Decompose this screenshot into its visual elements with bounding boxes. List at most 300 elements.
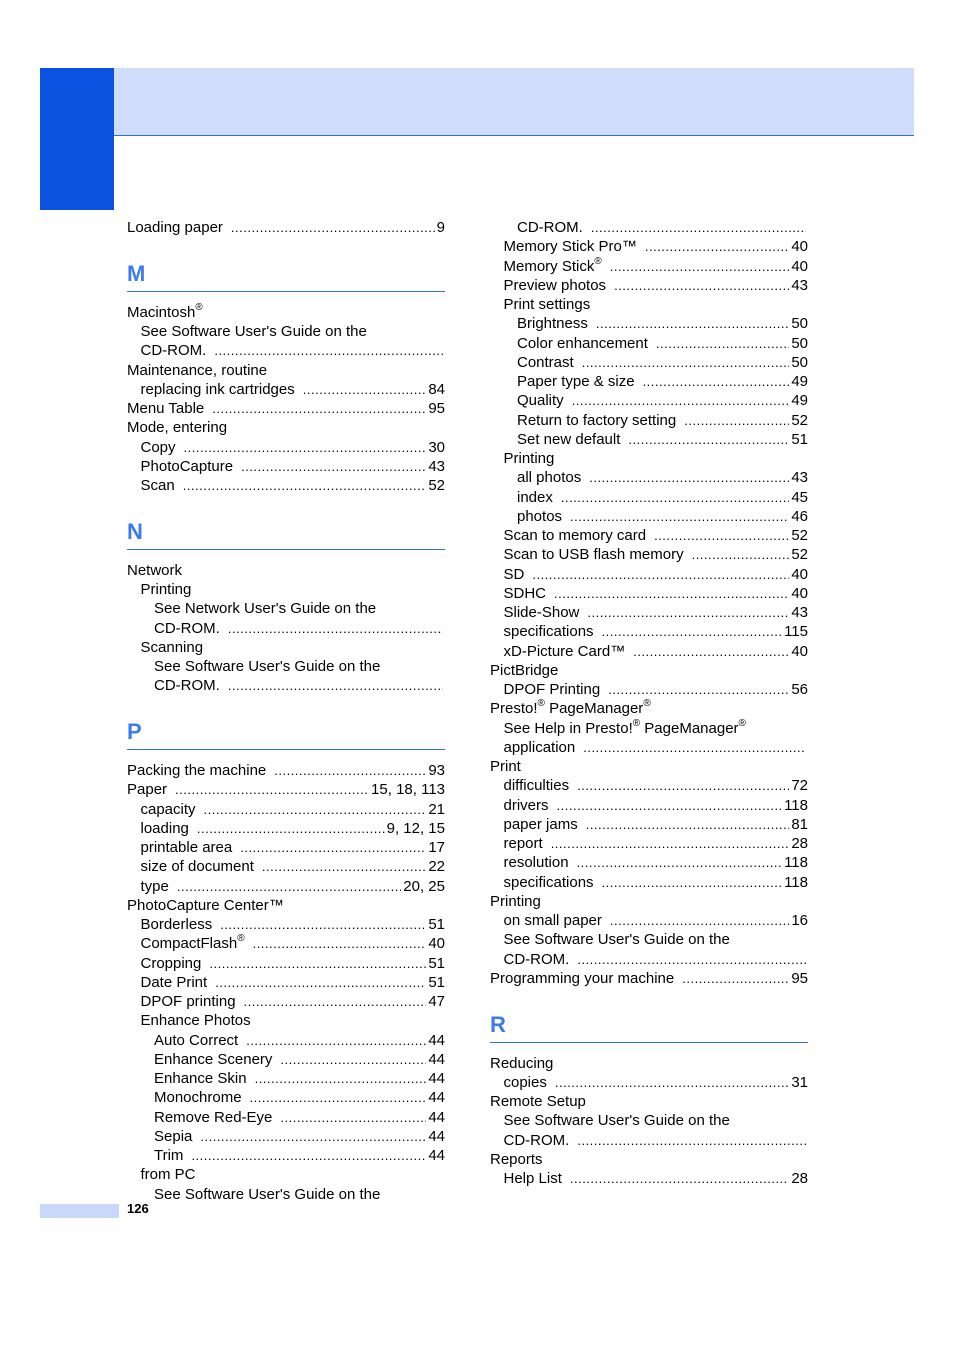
index-entry-page: 50 xyxy=(791,353,808,371)
index-entry xyxy=(127,992,445,1011)
index-entry xyxy=(127,438,445,457)
index-entry-text xyxy=(141,476,175,495)
index-entry xyxy=(490,334,808,353)
index-entry-text xyxy=(490,969,674,988)
index-entry-term: Reducing xyxy=(490,1054,554,1072)
index-entry xyxy=(490,488,808,507)
index-entry-term: xD-Picture Card™ xyxy=(503,642,626,660)
index-entry-term: DPOF Printing xyxy=(503,681,601,698)
index-entry-text xyxy=(504,526,647,545)
index-entry-text xyxy=(504,545,684,564)
index-entry xyxy=(127,1127,445,1146)
index-entry-term: Paper xyxy=(127,781,168,799)
index-entry-text xyxy=(517,218,583,237)
index-entry-text xyxy=(154,599,376,618)
page-number: 126 xyxy=(127,1201,149,1216)
index-entry-term: Help List xyxy=(503,1170,562,1187)
index-entry xyxy=(490,584,808,603)
index-entry-term: Preview photos xyxy=(503,276,607,294)
index-entry-term: printable area xyxy=(140,839,233,856)
index-entry-page: 44 xyxy=(428,1050,445,1068)
index-entry xyxy=(127,780,445,799)
index-entry-page: 28 xyxy=(791,835,808,852)
index-entry-text xyxy=(141,973,208,992)
index-entry-term: on small paper xyxy=(503,912,602,929)
index-letter-heading: P xyxy=(127,719,142,744)
index-entry xyxy=(490,391,808,410)
index-entry-text xyxy=(504,950,570,969)
index-entry xyxy=(490,507,808,526)
index-entry-term: Reports xyxy=(490,1150,543,1168)
index-entry-text xyxy=(504,911,602,930)
index-entry-page: 51 xyxy=(791,430,808,448)
index-entry-term: Auto Correct xyxy=(154,1031,239,1049)
dot-leader xyxy=(583,738,806,757)
index-entry-text xyxy=(504,449,555,468)
index-entry-text xyxy=(504,834,543,853)
index-entry-page: 40 xyxy=(791,565,808,583)
index-entry-text xyxy=(141,438,176,457)
dot-leader xyxy=(551,834,790,853)
index-entry-page: 44 xyxy=(428,1127,445,1145)
index-entry-text xyxy=(141,915,213,934)
section-spacer xyxy=(127,495,445,503)
index-entry xyxy=(127,676,445,695)
index-entry xyxy=(490,353,808,372)
dot-leader xyxy=(633,642,789,661)
index-entry-term: specifications xyxy=(503,873,594,891)
dot-leader xyxy=(587,603,789,622)
index-entry xyxy=(490,545,808,564)
index-entry-term: Programming your machine xyxy=(490,969,675,987)
dot-leader xyxy=(244,992,427,1011)
index-entry xyxy=(127,619,445,638)
index-entry-page: 44 xyxy=(428,1147,445,1164)
index-entry-text xyxy=(504,584,547,603)
dot-leader xyxy=(240,838,426,857)
index-entry-text xyxy=(517,430,620,449)
index-entry-text xyxy=(154,1069,247,1088)
index-entry-text xyxy=(504,565,525,584)
index-entry xyxy=(490,911,808,930)
dot-leader xyxy=(614,276,789,295)
index-entry-term: CompactFlash xyxy=(140,935,238,953)
dot-leader xyxy=(280,1050,426,1069)
index-entry-text xyxy=(504,237,637,256)
index-entry-page: 44 xyxy=(428,1070,445,1087)
index-letter-section xyxy=(127,503,445,554)
index-entry-term: difficulties xyxy=(503,777,570,795)
dot-leader xyxy=(274,761,426,780)
index-entry-text xyxy=(490,1092,586,1111)
dot-leader xyxy=(209,954,426,973)
index-entry-term: CD-ROM. xyxy=(154,677,220,695)
index-entry xyxy=(127,361,445,380)
index-entry-page: 40 xyxy=(791,642,808,660)
index-entry-term: See Software User's Guide on the xyxy=(154,658,381,675)
index-entry xyxy=(490,853,808,872)
index-entry xyxy=(490,661,808,680)
index-letter-heading: M xyxy=(127,260,146,286)
index-entry-term: resolution xyxy=(503,854,569,872)
registered-mark: ® xyxy=(195,301,203,313)
index-entry-term: Printing xyxy=(503,450,555,467)
index-entry-text xyxy=(517,507,562,526)
index-entry xyxy=(490,873,808,892)
index-entry-page: 52 xyxy=(791,527,808,544)
registered-mark: ® xyxy=(643,698,651,710)
index-entry-term: Menu Table xyxy=(127,400,205,417)
index-entry-term: report xyxy=(503,835,543,852)
index-entry-text xyxy=(504,815,578,834)
index-entry xyxy=(490,449,808,468)
index-entry-term: See Help in Presto! xyxy=(503,719,633,737)
index-entry-term: Network xyxy=(127,561,183,579)
index-entry-text xyxy=(517,468,581,487)
index-entry-text xyxy=(141,992,236,1011)
index-entry-page: 44 xyxy=(428,1031,445,1049)
index-entry-term: photos xyxy=(517,507,563,525)
registered-mark: ® xyxy=(537,698,545,710)
registered-mark: ® xyxy=(738,717,746,729)
index-entry xyxy=(490,757,808,776)
index-entry-page: 52 xyxy=(791,546,808,564)
index-entry-text xyxy=(154,1146,183,1165)
index-entry xyxy=(490,969,808,988)
registered-mark: ® xyxy=(632,717,641,729)
registered-mark: ® xyxy=(237,933,245,945)
index-entry-page: 95 xyxy=(428,400,445,417)
index-entry-term: SDHC xyxy=(503,584,547,602)
index-entry-page: 118 xyxy=(784,873,808,891)
index-entry-page: 31 xyxy=(791,1073,808,1091)
dot-leader xyxy=(183,476,427,495)
index-entry-term: CD-ROM. xyxy=(503,950,570,968)
index-entry-text xyxy=(141,341,207,360)
index-entry-term: Memory Stick Pro™ xyxy=(503,238,637,256)
index-entry xyxy=(127,322,445,341)
index-entry-term: Scanning xyxy=(140,638,204,656)
dot-leader xyxy=(591,218,806,237)
index-entry-text xyxy=(504,622,594,641)
index-entry-term: capacity xyxy=(140,800,196,818)
index-entry-text xyxy=(141,954,202,973)
section-spacer xyxy=(127,237,445,245)
index-entry-text xyxy=(504,295,591,314)
index-letter-rule xyxy=(127,549,445,550)
dot-leader xyxy=(175,780,369,799)
index-entry-text xyxy=(154,1108,272,1127)
index-entry-text xyxy=(141,1011,251,1030)
index-entry-page: 43 xyxy=(791,604,808,621)
index-entry-term: CD-ROM. xyxy=(517,219,583,236)
index-entry-text xyxy=(504,642,626,661)
index-entry xyxy=(127,599,445,618)
index-entry xyxy=(127,303,445,322)
index-entry-page: 40 xyxy=(428,935,445,953)
dot-leader xyxy=(628,430,789,449)
dot-leader xyxy=(250,1088,427,1107)
index-entry xyxy=(490,699,808,718)
index-entry xyxy=(490,930,808,949)
index-entry-text xyxy=(504,719,746,738)
index-entry-text xyxy=(127,361,267,380)
index-entry-term: Scan to USB flash memory xyxy=(503,546,684,564)
index-entry xyxy=(490,430,808,449)
index-entry-text xyxy=(127,561,182,580)
index-entry xyxy=(490,815,808,834)
index-entry-text xyxy=(127,896,284,915)
index-entry xyxy=(127,973,445,992)
index-entry-text xyxy=(154,657,380,676)
index-entry xyxy=(490,314,808,333)
index-entry-page: 50 xyxy=(791,315,808,333)
index-entry xyxy=(127,877,445,896)
index-entry-page: 118 xyxy=(784,796,808,814)
index-entry-text xyxy=(154,1185,380,1204)
index-entry-text xyxy=(504,853,569,872)
index-entry xyxy=(490,295,808,314)
index-entry-term: See Software User's Guide on the xyxy=(503,931,730,949)
index-entry-page: 81 xyxy=(791,815,808,833)
index-entry-term: Memory Stick xyxy=(503,257,595,275)
index-entry-page: 50 xyxy=(791,334,808,352)
index-entry xyxy=(127,638,445,657)
section-spacer xyxy=(490,988,808,996)
index-letter-section xyxy=(127,703,445,754)
dot-leader xyxy=(570,507,789,526)
index-entry xyxy=(127,1108,445,1127)
index-entry-term: Macintosh xyxy=(127,303,196,321)
registered-mark: ® xyxy=(594,255,602,267)
section-spacer xyxy=(490,1046,808,1054)
index-entry xyxy=(127,561,445,580)
index-entry-text xyxy=(504,680,601,699)
dot-leader xyxy=(654,526,789,545)
index-entry xyxy=(490,372,808,391)
index-entry-term: Enhance Scenery xyxy=(154,1050,273,1068)
index-entry xyxy=(490,1169,808,1188)
index-entry-term: Enhance Photos xyxy=(140,1012,251,1030)
dot-leader xyxy=(228,619,443,638)
index-entry-text xyxy=(504,738,576,757)
dot-leader xyxy=(582,353,790,372)
index-entry-term: Enhance Skin xyxy=(154,1070,247,1087)
index-entry-text xyxy=(490,892,541,911)
index-entry-term: See Software User's Guide on the xyxy=(503,1112,730,1130)
index-entry xyxy=(127,1088,445,1107)
dot-leader xyxy=(191,1146,426,1165)
index-entry-term: Presto! xyxy=(490,700,538,718)
dot-leader xyxy=(577,950,806,969)
index-entry-page: 47 xyxy=(428,993,445,1010)
dot-leader xyxy=(228,676,443,695)
index-entry-term: PictBridge xyxy=(490,661,559,679)
index-entry-term: CD-ROM. xyxy=(154,619,220,637)
dot-leader xyxy=(554,584,789,603)
index-entry-page: 9, 12, 15 xyxy=(386,819,445,837)
dot-leader xyxy=(555,1073,789,1092)
index-entry xyxy=(490,776,808,795)
index-entry-text xyxy=(504,1073,547,1092)
index-entry-term: drivers xyxy=(503,796,549,814)
index-entry-text xyxy=(517,391,564,410)
index-entry xyxy=(127,896,445,915)
index-letter-rule xyxy=(127,749,445,750)
footer-bar xyxy=(40,1204,119,1218)
index-entry xyxy=(490,565,808,584)
dot-leader xyxy=(204,800,427,819)
index-entry xyxy=(490,834,808,853)
dot-leader xyxy=(692,545,790,564)
dot-leader xyxy=(684,411,789,430)
index-entry-term: type xyxy=(140,877,169,895)
index-entry-text xyxy=(141,380,295,399)
index-entry xyxy=(490,892,808,911)
index-entry-text xyxy=(127,218,223,237)
index-entry xyxy=(490,950,808,969)
index-entry xyxy=(490,1073,808,1092)
index-entry-term: Quality xyxy=(517,392,564,410)
index-entry-term: Return to factory setting xyxy=(517,411,677,429)
index-entry xyxy=(490,680,808,699)
index-entry-text xyxy=(504,930,730,949)
index-entry xyxy=(127,341,445,360)
index-entry-text xyxy=(141,322,367,341)
index-entry-text xyxy=(504,1169,562,1188)
index-entry xyxy=(127,1165,445,1184)
index-entry xyxy=(127,857,445,876)
index-entry xyxy=(127,915,445,934)
dot-leader xyxy=(577,853,783,872)
index-entry xyxy=(490,1131,808,1150)
index-entry xyxy=(490,276,808,295)
dot-leader xyxy=(231,218,435,237)
dot-leader xyxy=(610,257,790,276)
index-entry-page: 49 xyxy=(791,392,808,410)
index-entry-term: See Software User's Guide on the xyxy=(154,1185,381,1203)
index-entry-term: Mode, entering xyxy=(127,419,228,437)
index-entry-text xyxy=(504,776,570,795)
index-entry xyxy=(127,800,445,819)
index-letter-heading: N xyxy=(127,518,143,544)
index-entry xyxy=(127,218,445,237)
index-entry-term: Sepia xyxy=(154,1127,193,1145)
index-entry xyxy=(490,1150,808,1169)
index-entry xyxy=(127,657,445,676)
index-entry xyxy=(127,1050,445,1069)
dot-leader xyxy=(200,1127,426,1146)
index-entry-text xyxy=(154,1088,242,1107)
dot-leader xyxy=(643,372,790,391)
index-entry-term: size of document xyxy=(140,858,254,876)
index-entry-page: 51 xyxy=(428,973,445,991)
index-column-left xyxy=(127,218,445,1204)
index-entry-page: 20, 25 xyxy=(403,877,445,895)
index-entry xyxy=(490,603,808,622)
index-entry-term-cont: PageManager xyxy=(640,719,739,737)
chapter-tab-block xyxy=(40,68,114,210)
index-letter-section xyxy=(490,996,808,1047)
index-entry-page: 43 xyxy=(791,469,808,487)
index-entry-page: 51 xyxy=(428,954,445,972)
index-entry xyxy=(490,738,808,757)
index-entry-page: 56 xyxy=(791,681,808,698)
index-entry-page: 51 xyxy=(428,916,445,933)
index-entry-term: CD-ROM. xyxy=(140,342,207,360)
dot-leader xyxy=(303,380,427,399)
index-entry xyxy=(127,1011,445,1030)
index-entry-text xyxy=(517,334,648,353)
index-entry xyxy=(490,1092,808,1111)
index-entry-page: 115 xyxy=(784,623,808,641)
index-entry xyxy=(127,399,445,418)
index-entry-term: Printing xyxy=(490,892,541,910)
dot-leader xyxy=(586,815,790,834)
index-entry-text xyxy=(490,1150,543,1169)
header-band xyxy=(40,68,914,136)
index-entry-term: Trim xyxy=(154,1147,184,1164)
index-entry-term: Remove Red-Eye xyxy=(154,1108,273,1126)
index-entry xyxy=(127,1031,445,1050)
dot-leader xyxy=(610,911,789,930)
index-entry xyxy=(127,819,445,838)
section-spacer xyxy=(127,696,445,704)
index-entry-page: 30 xyxy=(428,438,445,456)
dot-leader xyxy=(532,565,789,584)
index-entry xyxy=(490,218,808,237)
index-entry-page: 9 xyxy=(436,219,445,236)
section-spacer xyxy=(127,754,445,762)
index-entry xyxy=(490,622,808,641)
index-entry-term: Cropping xyxy=(140,954,202,972)
index-entry-term: Brightness xyxy=(517,315,588,333)
index-entry-text xyxy=(504,1131,570,1150)
index-entry-term: CD-ROM. xyxy=(503,1131,570,1149)
dot-leader xyxy=(645,237,789,256)
dot-leader xyxy=(561,488,789,507)
index-entry-text xyxy=(141,638,204,657)
index-entry-term: Date Print xyxy=(140,973,208,991)
index-entry xyxy=(127,1146,445,1165)
index-entry-text xyxy=(517,488,553,507)
index-entry-page: 43 xyxy=(428,457,445,475)
dot-leader xyxy=(212,399,426,418)
index-entry-term: PhotoCapture xyxy=(140,457,234,475)
index-entry-page: 93 xyxy=(428,762,445,779)
index-entry-text xyxy=(154,1050,272,1069)
index-entry xyxy=(490,642,808,661)
dot-leader xyxy=(572,391,790,410)
index-entry-text xyxy=(127,761,266,780)
index-entry-term: index xyxy=(517,488,553,506)
index-entry-page: 72 xyxy=(791,777,808,795)
index-entry xyxy=(490,468,808,487)
index-entry-page: 17 xyxy=(428,839,445,856)
index-entry-text xyxy=(141,1165,196,1184)
index-entry-term: Contrast xyxy=(517,353,574,371)
index-entry xyxy=(490,719,808,738)
index-entry-page: 28 xyxy=(791,1170,808,1187)
index-entry xyxy=(127,580,445,599)
dot-leader xyxy=(215,973,426,992)
index-entry-text xyxy=(504,796,549,815)
dot-leader xyxy=(589,468,789,487)
dot-leader xyxy=(280,1108,426,1127)
dot-leader xyxy=(214,341,443,360)
index-entry-term: from PC xyxy=(140,1166,196,1184)
index-entry-page: 52 xyxy=(428,477,445,494)
